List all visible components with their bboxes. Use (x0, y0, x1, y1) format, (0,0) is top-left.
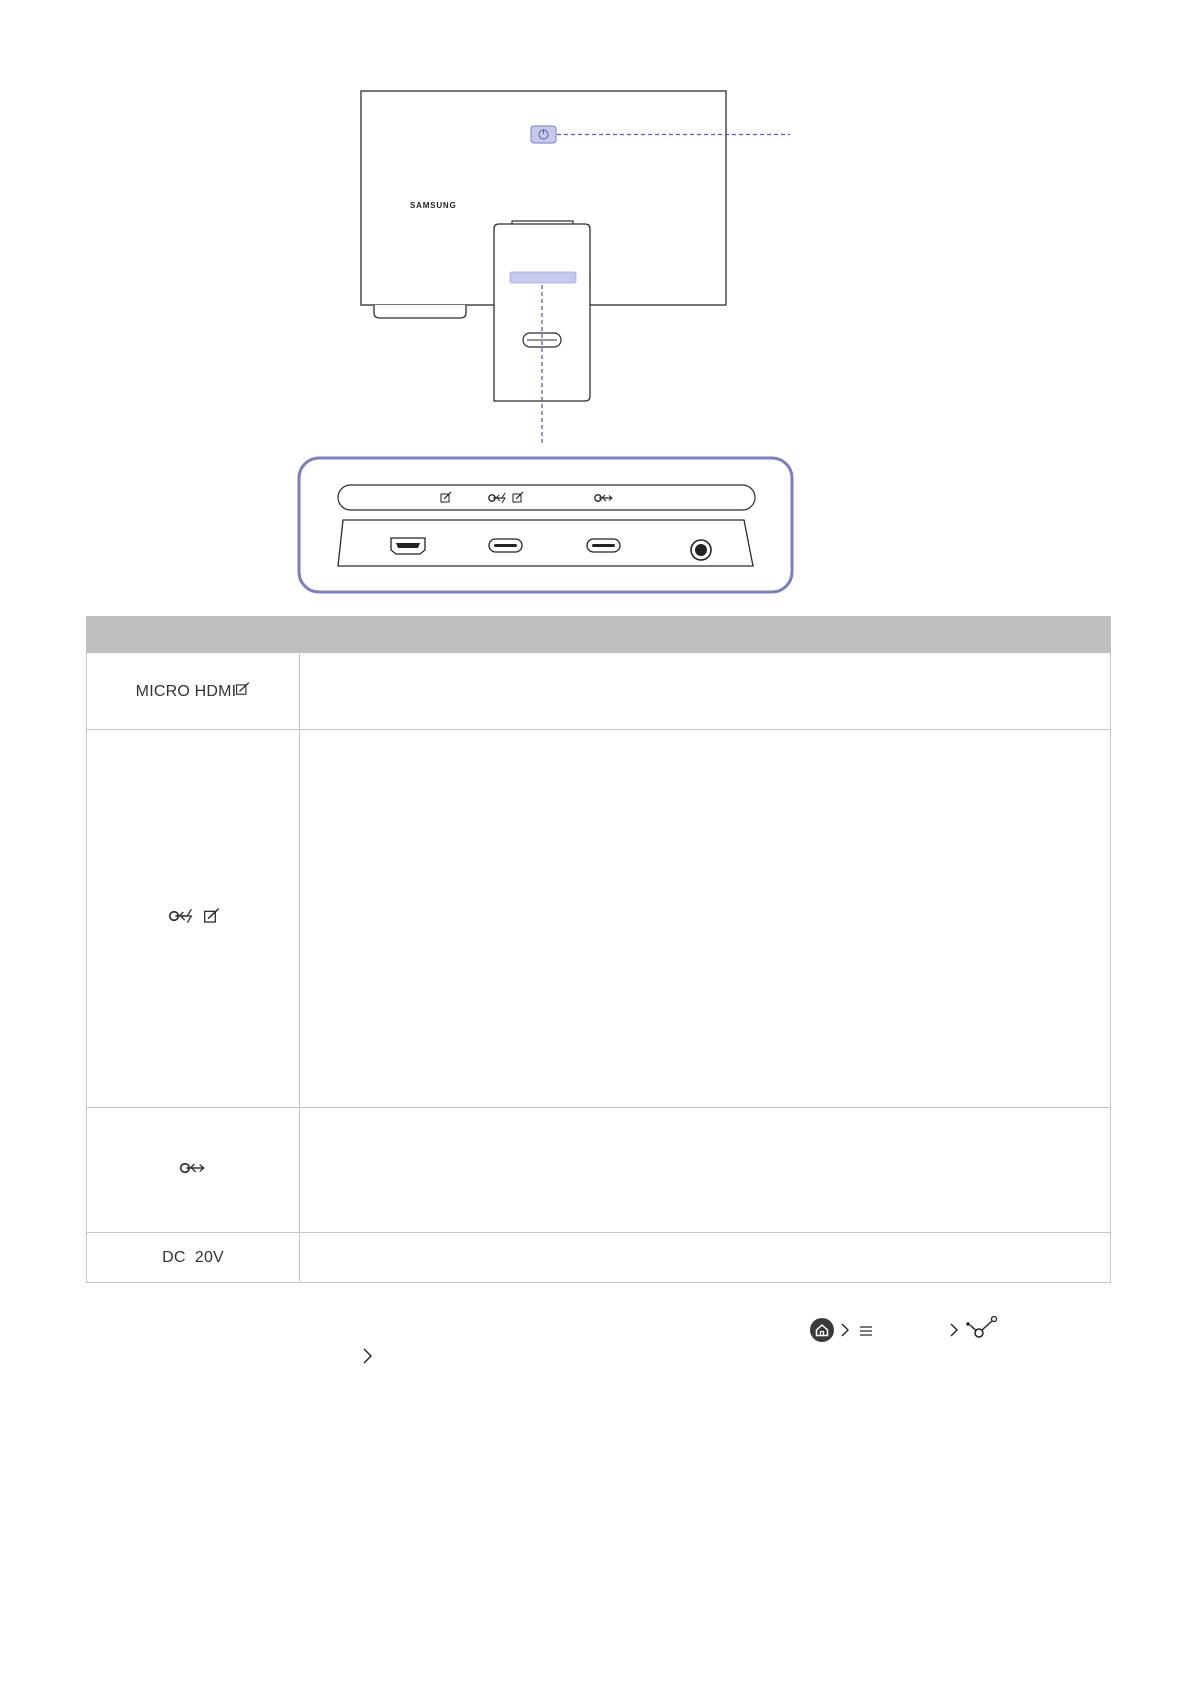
port-label-strip (338, 485, 755, 510)
port-label-micro-hdmi: MICRO HDMI (135, 682, 237, 700)
port-description (300, 730, 1111, 1108)
table-header-port (87, 617, 300, 653)
table-row (87, 1233, 1111, 1283)
input-edit-icon (236, 682, 250, 696)
port-cell-usb-c (87, 1108, 300, 1233)
port-spec-table (86, 616, 1111, 1283)
dc-jack-port (691, 540, 711, 560)
table-row (87, 653, 1111, 730)
home-icon (810, 1318, 834, 1342)
port-area-highlight (510, 272, 576, 283)
table-header-description (300, 617, 1111, 653)
brand-logo: SAMSUNG (410, 201, 457, 210)
usb-power-delivery-icon (165, 908, 199, 924)
power-button-highlight (531, 126, 556, 143)
table-header-row (87, 617, 1111, 653)
chevron-right-icon (842, 1324, 848, 1336)
port-description (300, 1233, 1111, 1283)
stand-body (494, 224, 590, 401)
port-description (300, 653, 1111, 730)
usb-c-port (587, 539, 620, 552)
port-cell-usb-c-pd (87, 730, 300, 1108)
chevron-right-icon (951, 1324, 957, 1336)
micro-hdmi-port (391, 538, 425, 554)
settings-path (810, 1315, 1010, 1345)
input-edit-icon (203, 908, 221, 924)
chevron-right-icon (362, 1346, 374, 1366)
connection-icon (966, 1317, 996, 1338)
monitor-bottom-lip (374, 305, 466, 318)
port-cell-micro-hdmi (87, 653, 300, 730)
usb-c-pd-port (489, 539, 522, 552)
menu-icon (860, 1327, 872, 1335)
port-label-dc: DC 20V (162, 1248, 224, 1266)
port-cell-dc (87, 1233, 300, 1283)
table-row (87, 1108, 1111, 1233)
table-row (87, 730, 1111, 1108)
monitor-rear-diagram (0, 0, 1191, 600)
usb-icon (176, 1160, 210, 1176)
port-description (300, 1108, 1111, 1233)
